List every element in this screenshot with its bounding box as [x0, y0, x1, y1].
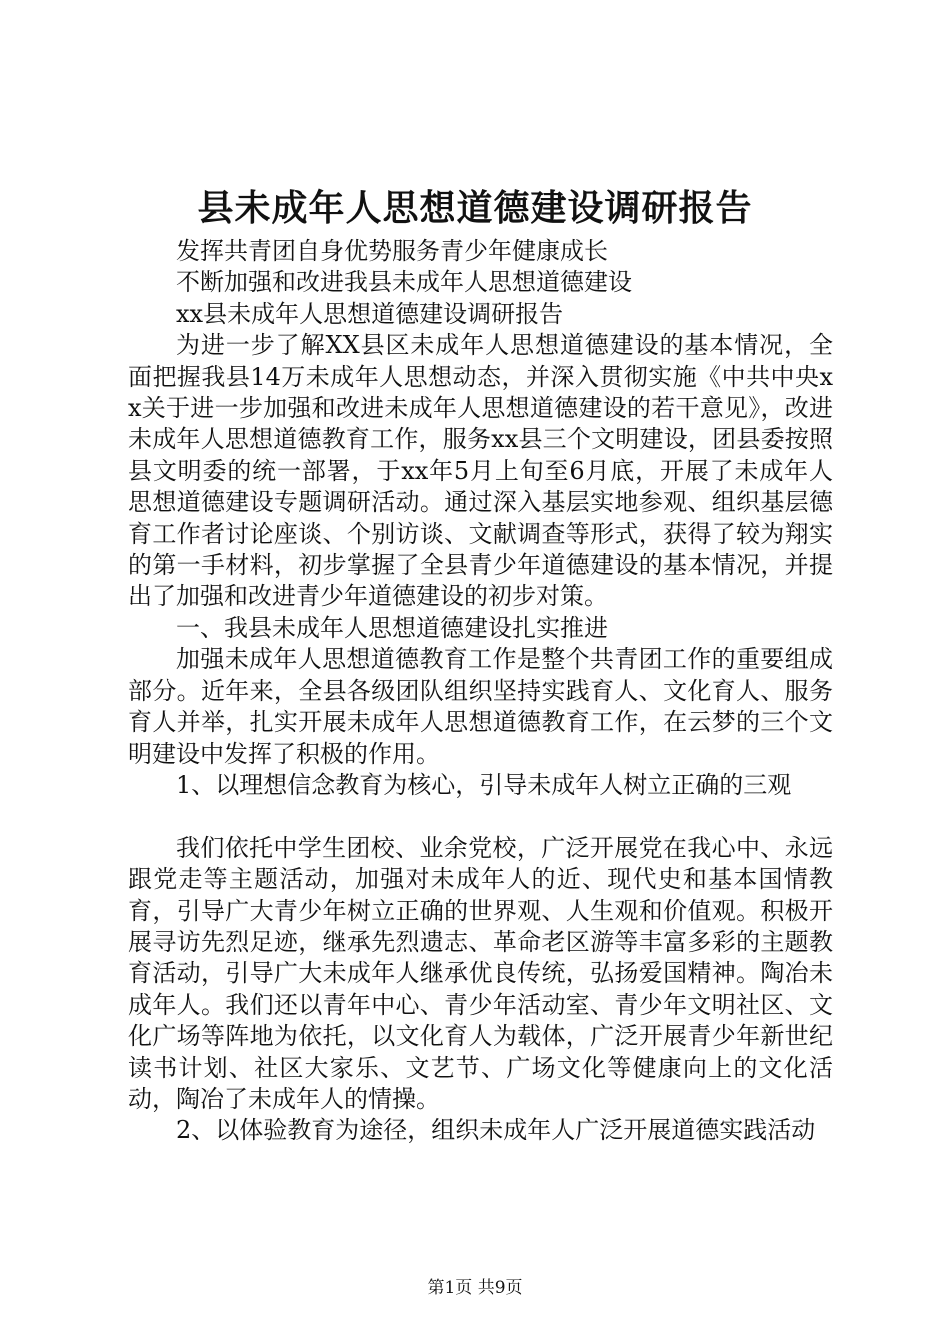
paragraph-intro: 为进一步了解XX县区未成年人思想道德建设的基本情况，全面把握我县14万未成年人思想动态，并深入贯彻实施《中共中央xx关于进一步加强和改进未成年人思想道德建设的若干意见》，改进未成年人思想道德教育工作，服务xx县三个文明建设，团县委按照县文明委的统一部署，于xx年5月上旬至6月底，开展了未成年人思想道德建设专题调研活动。通过深入基层实地参观、组织基层德育工作者讨论座谈、个别访谈、文献调查等形式，获得了较为翔实的第一手材料，初步掌握了全县青少年道德建设的基本情况，并提出了加强和改进青少年道德建设的初步对策。: [128, 331, 833, 611]
paragraph-subtitle-2: 不断加强和改进我县未成年人思想道德建设: [176, 268, 632, 297]
paragraph-subtitle-1: 发挥共青团自身优势服务青少年健康成长: [176, 237, 608, 265]
document-body: [128, 236, 833, 1147]
document-title: 县未成年人思想道德建设调研报告: [197, 187, 753, 229]
section-heading-1: 一、我县未成年人思想道德建设扎实推进: [176, 613, 608, 642]
paragraph-report-name: xx县未成年人思想道德建设调研报告: [176, 299, 564, 328]
paragraph-subsection-1: 我们依托中学生团校、业余党校，广泛开展党在我心中、永远跟党走等主题活动，加强对未成年人的近、现代史和基本国情教育，引导广大青少年树立正确的世界观、人生观和价值观。积极开展寻访先烈足迹，继承先烈遗志、革命老区游等丰富多彩的主题教育活动，引导广大未成年人继承优良传统，弘扬爱国精神。陶冶未成年人。我们还以青年中心、青少年活动室、青少年文明社区、文化广场等阵地为依托，以文化育人为载体，广泛开展青少年新世纪读书计划、社区大家乐、文艺节、广场文化等健康向上的文化活动，陶冶了未成年人的情操。: [128, 833, 833, 1113]
page-footer: 第1页 共9页: [427, 1278, 523, 1298]
paragraph-section-1: 加强未成年人思想道德教育工作是整个共青团工作的重要组成部分。近年来，全县各级团队组织坚持实践育人、文化育人、服务育人并举，扎实开展未成年人思想道德教育工作，在云梦的三个文明建设中发挥了积极的作用。: [128, 645, 833, 768]
subheading-2: 2、以体验教育为途径，组织未成年人广泛开展道德实践活动: [176, 1116, 816, 1145]
subheading-1: 1、以理想信念教育为核心，引导未成年人树立正确的三观: [176, 770, 792, 799]
